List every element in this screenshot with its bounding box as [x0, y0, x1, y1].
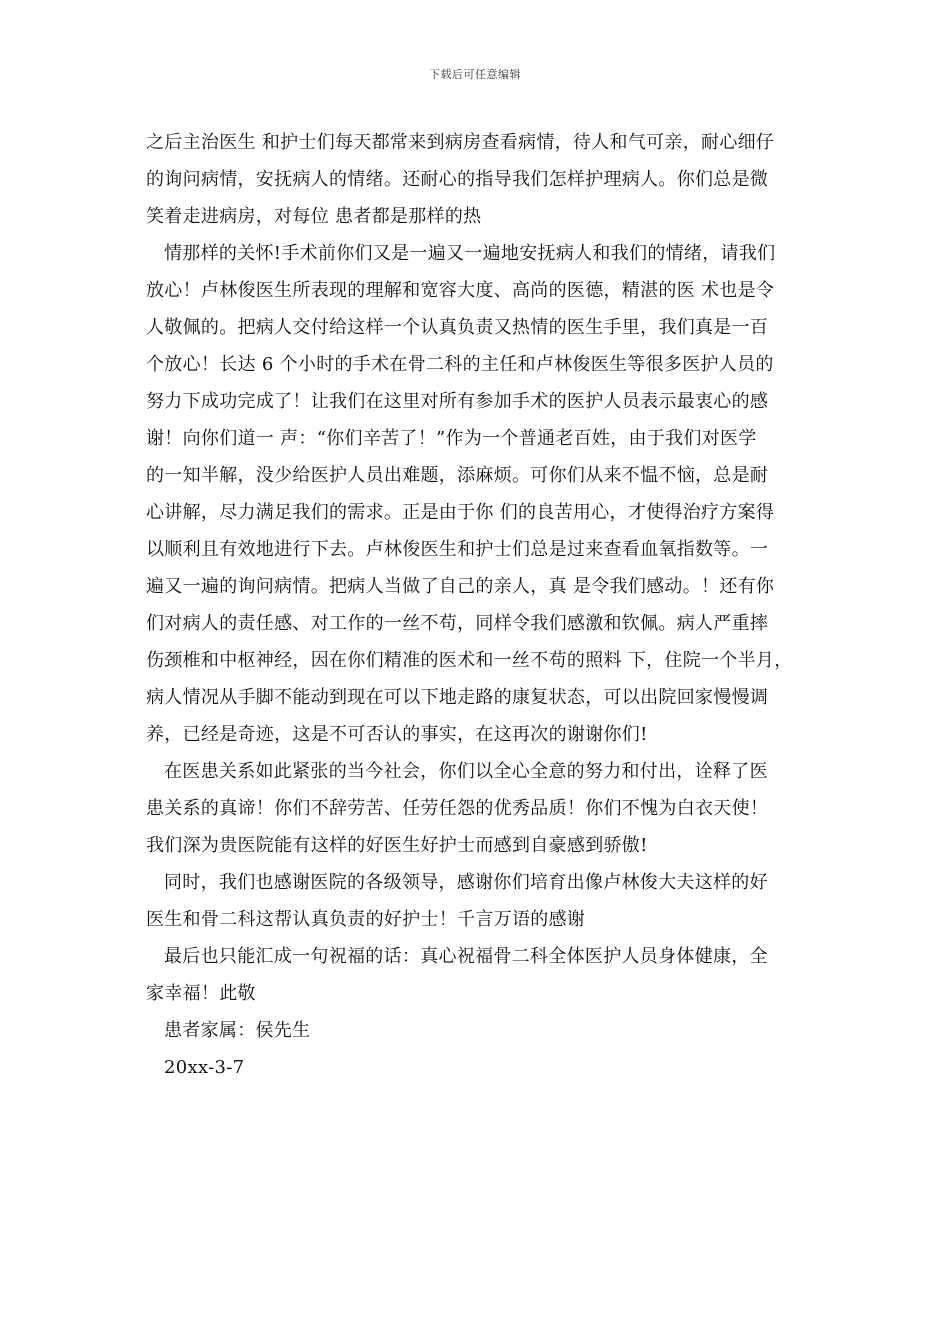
text-line: 们对病人的责任感、对工作的一丝不苟，同样令我们感激和钦佩。病人严重摔 [146, 613, 769, 634]
text-line: 医生和骨二科这帮认真负责的好护士！千言万语的感谢 [146, 909, 586, 930]
text-line: 以顺利且有效地进行下去。卢林俊医生和护士们总是过来查看血氧指数等。一 [146, 539, 769, 560]
text-line: 心讲解，尽力满足我们的需求。正是由于你 们的良苦用心，才使得治疗方案得 [146, 502, 775, 523]
text-line: 谢！向你们道一 声：“你们辛苦了！”作为一个普通老百姓，由于我们对医学 [146, 428, 757, 449]
text-line: 的一知半解，没少给医护人员出难题，添麻烦。可你们从来不愠不恼，总是耐 [146, 465, 769, 486]
text-line: 放心！卢林俊医生所表现的理解和宽容大度、高尚的医德，精湛的医 术也是令 [146, 280, 775, 301]
text-line: 我们深为贵医院能有这样的好医生好护士而感到自豪感到骄傲! [146, 835, 648, 856]
text-line: 努力下成功完成了！让我们在这里对所有参加手术的医护人员表示最衷心的感 [146, 391, 769, 412]
text-line: 个放心！长达 6 个小时的手术在骨二科的主任和卢林俊医生等很多医护人员的 [146, 354, 774, 375]
text-line: 情那样的关怀!手术前你们又是一遍又一遍地安抚病人和我们的情绪，请我们 [164, 243, 776, 264]
text-line: 家幸福！此敬 [146, 983, 256, 1004]
signature-line: 患者家属：侯先生 [164, 1020, 311, 1041]
date-line: 20xx-3-7 [164, 1057, 245, 1078]
text-line: 养，已经是奇迹，这是不可否认的事实，在这再次的谢谢你们! [146, 724, 648, 745]
text-line: 的询问病情，安抚病人的情绪。还耐心的指导我们怎样护理病人。你们总是微 [146, 169, 769, 190]
text-line: 病人情况从手脚不能动到现在可以下地走路的康复状态，可以出院回家慢慢调 [146, 687, 769, 708]
text-line: 最后也只能汇成一句祝福的话：真心祝福骨二科全体医护人员身体健康，全 [164, 946, 768, 967]
text-line: 患关系的真谛！你们不辞劳苦、任劳任怨的优秀品质！你们不愧为白衣天使！ [146, 798, 769, 819]
text-line: 伤颈椎和中枢神经，因在你们精准的医术和一丝不苟的照料 下，住院一个半月， [146, 650, 793, 671]
text-line: 遍又一遍的询问病情。把病人当做了自己的亲人，真 是令我们感动。！还有你 [146, 576, 775, 597]
text-line: 之后主治医生 和护士们每天都常来到病房查看病情，待人和气可亲，耐心细仔 [146, 132, 775, 153]
document-body [146, 124, 806, 1086]
text-line: 人敬佩的。把病人交付给这样一个认真负责又热情的医生手里，我们真是一百 [146, 317, 769, 338]
page-header: 下载后可任意编辑 [429, 68, 521, 81]
text-line: 笑着走进病房，对每位 患者都是那样的热 [146, 206, 482, 227]
text-line: 同时，我们也感谢医院的各级领导，感谢你们培育出像卢林俊大夫这样的好 [164, 872, 768, 893]
text-line: 在医患关系如此紧张的当今社会，你们以全心全意的努力和付出，诠释了医 [164, 761, 768, 782]
